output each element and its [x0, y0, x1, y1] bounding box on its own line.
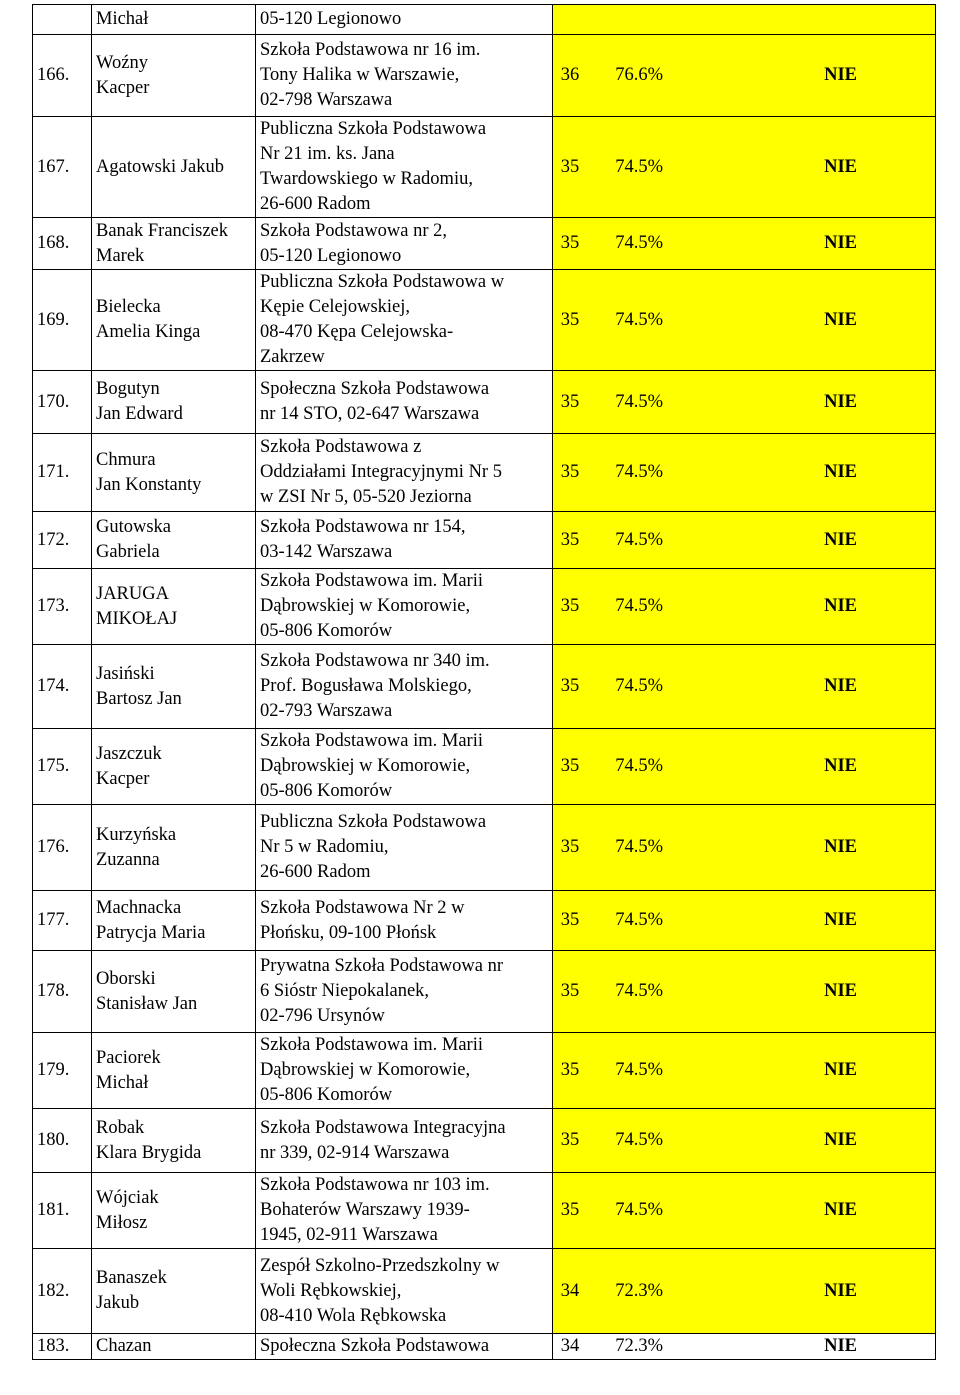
score-group	[553, 674, 935, 699]
score-cell	[553, 1033, 936, 1109]
row-number: 170.	[33, 371, 92, 434]
score-cell	[553, 5, 936, 35]
school-name: 05-120 Legionowo	[256, 5, 553, 35]
points: 35	[560, 529, 580, 550]
points: 35	[560, 462, 580, 482]
result-badge: NIE	[824, 309, 857, 330]
row-number: 178.	[33, 951, 92, 1033]
school-name: Szkoła Podstawowa Integracyjna nr 339, 02-914 Warszawa	[256, 1109, 553, 1173]
points: 35	[560, 981, 580, 1001]
row-number: 171.	[33, 434, 92, 512]
school-name: Publiczna Szkoła Podstawowa Nr 5 w Radomiu, 26-600 Radom	[256, 805, 553, 891]
row-number: 180.	[33, 1109, 92, 1173]
result-badge: NIE	[824, 1130, 857, 1150]
points: 35	[560, 756, 580, 776]
student-name: Jaszczuk Kacper	[92, 729, 256, 805]
score-cell	[553, 891, 936, 951]
student-name: Gutowska Gabriela	[92, 512, 256, 569]
school-name: Szkoła Podstawowa im. Marii Dąbrowskiej w Komorowie, 05-806 Komorów	[256, 569, 553, 645]
percent: 76.6%	[615, 65, 663, 85]
score-group	[553, 528, 935, 553]
table-row	[33, 270, 936, 371]
student-name: Wójciak Miłosz	[92, 1173, 256, 1249]
row-number: 175.	[33, 729, 92, 805]
percent: 74.5%	[615, 596, 663, 616]
school-name: Szkoła Podstawowa nr 103 im. Bohaterów Warszawy 1939- 1945, 02-911 Warszawa	[256, 1173, 553, 1249]
student-name: Jasiński Bartosz Jan	[92, 645, 256, 729]
score-cell	[553, 951, 936, 1033]
result-badge: NIE	[824, 233, 857, 253]
school-name: Szkoła Podstawowa nr 340 im. Prof. Bogusława Molskiego, 02-793 Warszawa	[256, 645, 553, 729]
score-group	[553, 594, 935, 619]
school-name: Społeczna Szkoła Podstawowa nr 14 STO, 02-647 Warszawa	[256, 371, 553, 434]
row-number: 183.	[33, 1334, 92, 1360]
score-cell	[553, 512, 936, 569]
student-name: Oborski Stanisław Jan	[92, 951, 256, 1033]
student-name: Banak Franciszek Marek	[92, 218, 256, 270]
row-number: 177.	[33, 891, 92, 951]
percent: 74.5%	[615, 1130, 663, 1150]
points: 34	[560, 1336, 580, 1356]
points: 35	[560, 156, 580, 177]
result-badge: NIE	[824, 837, 857, 857]
points: 35	[560, 837, 580, 857]
percent: 72.3%	[615, 1280, 663, 1301]
score-cell	[553, 218, 936, 270]
student-name: JARUGA MIKOŁAJ	[92, 569, 256, 645]
student-name: Banaszek Jakub	[92, 1249, 256, 1334]
table-row	[33, 645, 936, 729]
row-number: 167.	[33, 117, 92, 218]
school-name: Zespół Szkolno-Przedszkolny w Woli Rębkowskiej, 08-410 Wola Rębkowska	[256, 1249, 553, 1334]
points: 35	[560, 391, 580, 412]
points: 35	[560, 233, 580, 253]
points: 35	[560, 309, 580, 330]
result-badge: NIE	[824, 981, 857, 1001]
table-row	[33, 1334, 936, 1360]
score-cell	[553, 117, 936, 218]
percent: 74.5%	[615, 676, 663, 696]
score-cell	[553, 35, 936, 117]
points: 35	[560, 676, 580, 696]
score-group	[553, 1198, 935, 1223]
score-group	[553, 835, 935, 860]
student-name: Chmura Jan Konstanty	[92, 434, 256, 512]
student-name: Michał	[92, 5, 256, 35]
score-group	[553, 231, 935, 256]
school-name: Szkoła Podstawowa nr 16 im. Tony Halika w Warszawie, 02-798 Warszawa	[256, 35, 553, 117]
score-cell	[553, 729, 936, 805]
result-badge: NIE	[824, 529, 857, 550]
row-number: 166.	[33, 35, 92, 117]
score-group	[553, 63, 935, 88]
points: 35	[560, 1130, 580, 1150]
score-group	[553, 1128, 935, 1153]
student-name: Agatowski Jakub	[92, 117, 256, 218]
points: 35	[560, 1200, 580, 1220]
result-badge: NIE	[824, 462, 857, 482]
table-row	[33, 1249, 936, 1334]
row-number: 168.	[33, 218, 92, 270]
result-badge: NIE	[824, 1060, 857, 1080]
table-row	[33, 891, 936, 951]
percent: 74.5%	[615, 462, 663, 482]
percent: 74.5%	[615, 156, 663, 177]
score-cell	[553, 1173, 936, 1249]
school-name: Szkoła Podstawowa im. Marii Dąbrowskiej w Komorowie, 05-806 Komorów	[256, 729, 553, 805]
row-number: 179.	[33, 1033, 92, 1109]
table-row	[33, 1173, 936, 1249]
student-name: Bogutyn Jan Edward	[92, 371, 256, 434]
table-row	[33, 434, 936, 512]
row-number: 176.	[33, 805, 92, 891]
school-name: Publiczna Szkoła Podstawowa Nr 21 im. ks. Jana Twardowskiego w Radomiu, 26-600 Radom	[256, 117, 553, 218]
score-group	[553, 754, 935, 779]
score-group	[553, 308, 935, 333]
student-name: Kurzyńska Zuzanna	[92, 805, 256, 891]
table-row	[33, 218, 936, 270]
score-group	[553, 460, 935, 485]
percent: 72.3%	[615, 1336, 663, 1356]
points: 35	[560, 1060, 580, 1080]
result-badge: NIE	[824, 65, 857, 85]
score-group	[553, 1334, 935, 1359]
school-name: Szkoła Podstawowa im. Marii Dąbrowskiej w Komorowie, 05-806 Komorów	[256, 1033, 553, 1109]
results-table	[32, 4, 936, 1360]
table-row	[33, 5, 936, 35]
score-cell	[553, 1109, 936, 1173]
result-badge: NIE	[824, 756, 857, 776]
score-group	[553, 390, 935, 415]
table-row	[33, 1109, 936, 1173]
table-row	[33, 951, 936, 1033]
percent: 74.5%	[615, 309, 663, 330]
row-number: 174.	[33, 645, 92, 729]
score-cell	[553, 805, 936, 891]
score-cell	[553, 1334, 936, 1360]
result-badge: NIE	[824, 910, 857, 930]
score-cell	[553, 645, 936, 729]
table-row	[33, 117, 936, 218]
points: 35	[560, 910, 580, 930]
table-row	[33, 1033, 936, 1109]
percent: 74.5%	[615, 233, 663, 253]
table-row	[33, 35, 936, 117]
row-number: 169.	[33, 270, 92, 371]
student-name: Bielecka Amelia Kinga	[92, 270, 256, 371]
student-name: Machnacka Patrycja Maria	[92, 891, 256, 951]
school-name: Szkoła Podstawowa Nr 2 w Płońsku, 09-100 Płońsk	[256, 891, 553, 951]
result-badge: NIE	[824, 1280, 857, 1301]
result-badge: NIE	[824, 1336, 857, 1356]
table-row	[33, 729, 936, 805]
school-name: Prywatna Szkoła Podstawowa nr 6 Sióstr Niepokalanek, 02-796 Ursynów	[256, 951, 553, 1033]
school-name: Publiczna Szkoła Podstawowa w Kępie Celejowskiej, 08-470 Kępa Celejowska- Zakrzew	[256, 270, 553, 371]
table-row	[33, 512, 936, 569]
score-cell	[553, 434, 936, 512]
row-number: 182.	[33, 1249, 92, 1334]
table-row	[33, 805, 936, 891]
school-name: Społeczna Szkoła Podstawowa	[256, 1334, 553, 1360]
points: 35	[560, 596, 580, 616]
score-group	[553, 908, 935, 933]
school-name: Szkoła Podstawowa nr 2, 05-120 Legionowo	[256, 218, 553, 270]
percent: 74.5%	[615, 837, 663, 857]
score-group	[553, 155, 935, 180]
student-name: Chazan	[92, 1334, 256, 1360]
row-number: 173.	[33, 569, 92, 645]
percent: 74.5%	[615, 1200, 663, 1220]
score-group	[553, 1058, 935, 1083]
result-badge: NIE	[824, 1200, 857, 1220]
points: 36	[560, 65, 580, 85]
score-cell	[553, 270, 936, 371]
row-number: 181.	[33, 1173, 92, 1249]
percent: 74.5%	[615, 756, 663, 776]
result-badge: NIE	[824, 156, 857, 177]
row-number: 172.	[33, 512, 92, 569]
result-badge: NIE	[824, 596, 857, 616]
percent: 74.5%	[615, 529, 663, 550]
percent: 74.5%	[615, 910, 663, 930]
school-name: Szkoła Podstawowa nr 154, 03-142 Warszawa	[256, 512, 553, 569]
school-name: Szkoła Podstawowa z Oddziałami Integracyjnymi Nr 5 w ZSI Nr 5, 05-520 Jeziorna	[256, 434, 553, 512]
points: 34	[560, 1280, 580, 1301]
score-cell	[553, 371, 936, 434]
row-number	[33, 5, 92, 35]
score-group	[553, 979, 935, 1004]
student-name: Paciorek Michał	[92, 1033, 256, 1109]
student-name: Robak Klara Brygida	[92, 1109, 256, 1173]
percent: 74.5%	[615, 391, 663, 412]
result-badge: NIE	[824, 391, 857, 412]
score-group	[553, 1279, 935, 1304]
percent: 74.5%	[615, 1060, 663, 1080]
result-badge: NIE	[824, 676, 857, 696]
student-name: Woźny Kacper	[92, 35, 256, 117]
table-row	[33, 371, 936, 434]
table-row	[33, 569, 936, 645]
score-cell	[553, 569, 936, 645]
percent: 74.5%	[615, 981, 663, 1001]
score-cell	[553, 1249, 936, 1334]
